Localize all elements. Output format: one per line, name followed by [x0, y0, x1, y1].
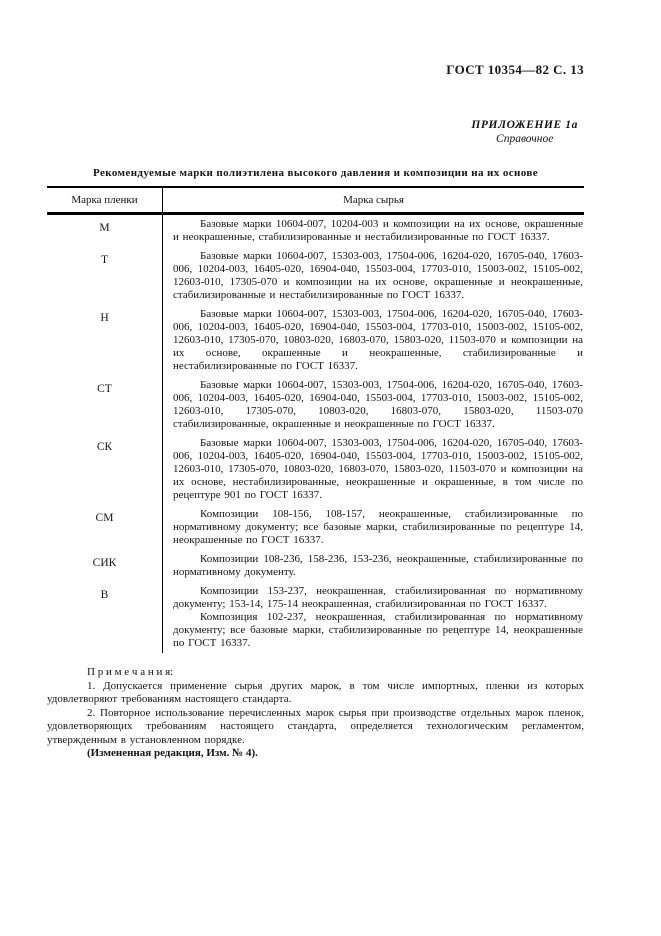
- raw-material-cell: [163, 305, 585, 376]
- raw-material-paragraph: Базовые марки 10604-007, 10204-003 и композиции на их основе, окрашенные и неокрашенные, стабилизированные и нестабилизированные по ГОСТ 16337.: [173, 218, 583, 243]
- film-mark-cell: СК: [47, 434, 163, 505]
- film-mark-cell: СИК: [47, 550, 163, 582]
- raw-material-paragraph: Базовые марки 10604-007, 15303-003, 17504-006, 16204-020, 16705-040, 17603-006, 10204-003, 16405-020, 16904-040, 15503-004, 17703-010, 15003-002, 15105-002, 12603-010, 17305-070, 10803-020, 16803-070, 15803-020, 11503-070 и композиции на их основе, нестабилизированные, неокрашенные и окрашенные, в том числе по рецептуре 901 по ГОСТ 16337.: [173, 437, 583, 501]
- raw-material-paragraph: Базовые марки 10604-007, 15303-003, 17504-006, 16204-020, 16705-040, 17603-006, 10204-003, 16405-020, 16904-040, 15503-004, 17703-010, 15003-002, 15105-002, 12603-010, 17305-070, 10803-020, 16803-070, 15803-020, 11503-070 стабилизированные, окрашенные и неокрашенные по ГОСТ 16337.: [173, 379, 583, 430]
- notes-section: [47, 666, 584, 761]
- column-header-raw-material: Марка сырья: [163, 187, 585, 214]
- raw-material-paragraph: Композиция 102-237, неокрашенная, стабилизированная по нормативному документу; все базовые марки, стабилизированные по рецептуре 14, неокрашенные по ГОСТ 16337.: [173, 611, 583, 649]
- raw-material-paragraph: Композиции 108-156, 108-157, неокрашенные, стабилизированные по нормативному документу; все базовые марки, стабилизированные по рецептуре 14, неокрашенные по ГОСТ 16337.: [173, 508, 583, 546]
- page-content: [47, 0, 584, 761]
- raw-material-cell: [163, 247, 585, 305]
- raw-material-paragraph: Композиции 108-236, 158-236, 153-236, неокрашенные, стабилизированные по нормативному документу.: [173, 553, 583, 578]
- raw-material-paragraph: Базовые марки 10604-007, 15303-003, 17504-006, 16204-020, 16705-040, 17603-006, 10204-003, 16405-020, 16904-040, 15503-004, 17703-010, 15003-002, 15105-002, 12603-010, 17305-070, 10803-020, 16803-070, 15803-020, 11503-070 и композиции на их основе, окрашенные и неокрашенные, стабилизированные и нестабилизированные по ГОСТ 16337.: [173, 308, 583, 372]
- column-header-film-mark: Марка пленки: [47, 187, 163, 214]
- raw-material-cell: [163, 214, 585, 248]
- appendix-title: ПРИЛОЖЕНИЕ 1а: [471, 119, 578, 131]
- table-row: [47, 214, 584, 248]
- header-row: [47, 187, 584, 214]
- notes-heading: П р и м е ч а н и я:: [87, 666, 174, 678]
- film-mark-cell: Т: [47, 247, 163, 305]
- film-mark-cell: СТ: [47, 376, 163, 434]
- recommended-marks-table: [47, 186, 584, 653]
- appendix-block: [471, 118, 578, 146]
- raw-material-cell: [163, 434, 585, 505]
- raw-material-cell: [163, 505, 585, 550]
- table-row: [47, 247, 584, 305]
- note-item: 2. Повторное использование перечисленных марок сырья при производстве отдельных марок пленок, удовлетворяющих требованиям настоящего стандарта, определяется технологическим регламентом, утвержденным в установленном порядке.: [47, 706, 584, 746]
- film-mark-cell: М: [47, 214, 163, 248]
- raw-material-cell: [163, 582, 585, 653]
- note-item: 1. Допускается применение сырья других марок, в том числе импортных, пленки из которых удовлетворяют требованиям настоящего стандарта.: [47, 679, 584, 705]
- revision-note: (Измененная редакция, Изм. № 4).: [87, 747, 258, 759]
- appendix-subtitle: Справочное: [496, 133, 554, 145]
- notes-list: [47, 680, 584, 748]
- table-row: [47, 550, 584, 582]
- table-title: Рекомендуемые марки полиэтилена высокого давления и композиции на их основе: [92, 167, 538, 179]
- table-row: [47, 505, 584, 550]
- film-mark-cell: Н: [47, 305, 163, 376]
- raw-material-cell: [163, 376, 585, 434]
- table-row: [47, 434, 584, 505]
- table-body: [47, 214, 584, 654]
- table-header: [47, 187, 584, 214]
- raw-material-cell: [163, 550, 585, 582]
- raw-material-paragraph: Композиции 153-237, неокрашенная, стабилизированная по нормативному документу; 153-14, 175-14 неокрашенная, стабилизированная по ГОСТ 16337.: [173, 585, 583, 610]
- film-mark-cell: В: [47, 582, 163, 653]
- table-row: [47, 582, 584, 653]
- table-row: [47, 305, 584, 376]
- gost-reference: ГОСТ 10354—82 С. 13: [446, 62, 584, 77]
- table-row: [47, 376, 584, 434]
- raw-material-paragraph: Базовые марки 10604-007, 15303-003, 17504-006, 16204-020, 16705-040, 17603-006, 10204-003, 16405-020, 16904-040, 15503-004, 17703-010, 15003-002, 15105-002, 12603-010, 17305-070 и композиции на их основе, окрашенные и неокрашенные, стабилизированные и нестабилизированные по ГОСТ 16337.: [173, 250, 583, 301]
- film-mark-cell: СМ: [47, 505, 163, 550]
